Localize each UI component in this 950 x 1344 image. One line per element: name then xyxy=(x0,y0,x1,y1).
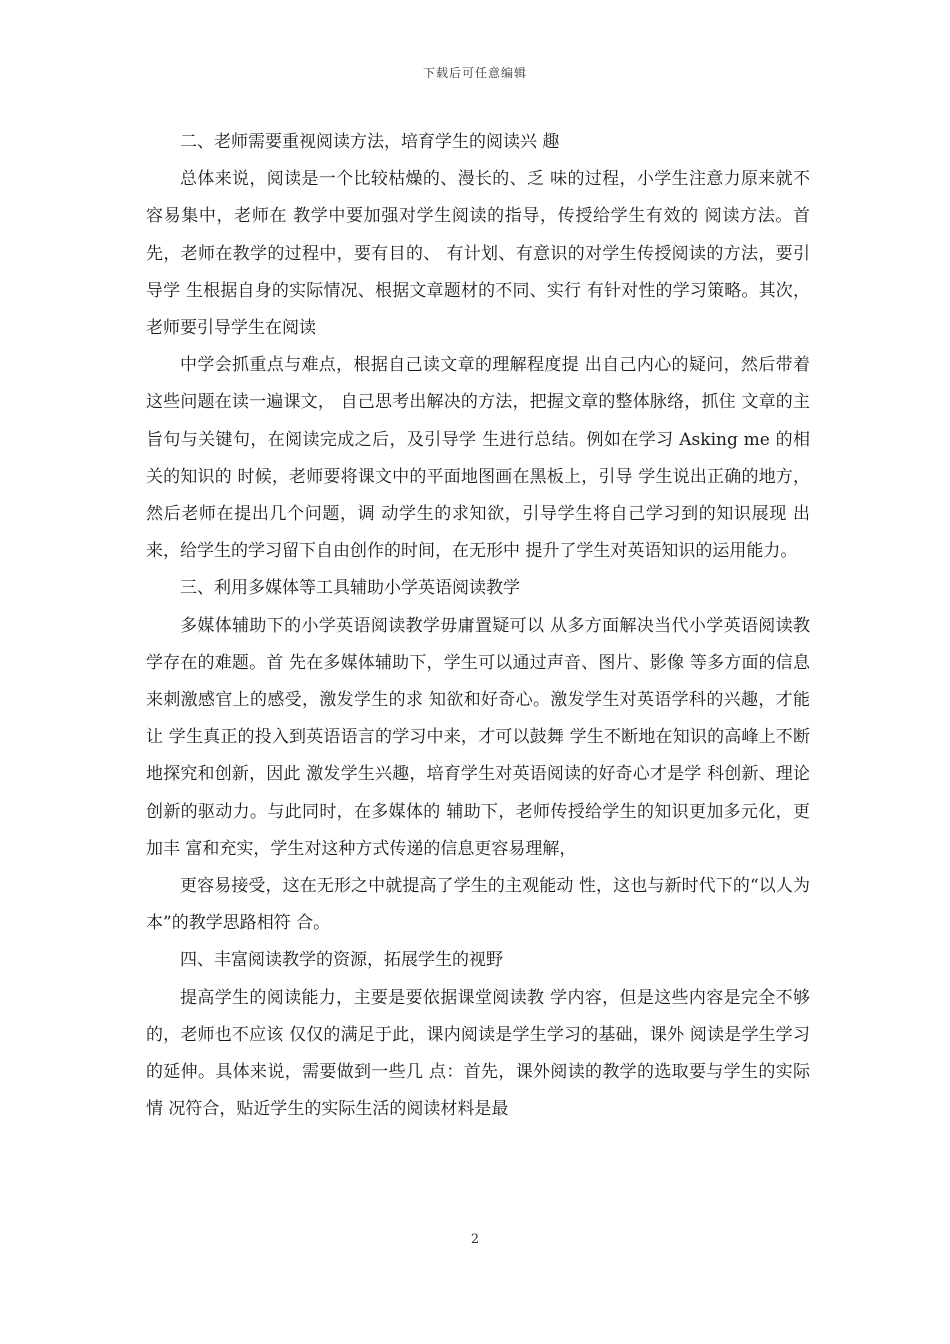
paragraph: 多媒体辅助下的小学英语阅读教学毋庸置疑可以 从多方面解决当代小学英语阅读教学存在的难题。首 先在多媒体辅助下，学生可以通过声音、图片、影像 等多方面的信息来刺激感官上的感受，激发学生的求 知欲和好奇心。激发学生对英语学科的兴趣，才能让 学生真正的投入到英语语言的学习中来，才可以鼓舞 学生不断地在知识的高峰上不断地探究和创新，因此 激发学生兴趣，培育学生对英语阅读的好奇心才是学 科创新、理论创新的驱动力。与此同时，在多媒体的 辅助下，老师传授给学生的知识更加多元化，更加丰 富和充实，学生对这种方式传递的信息更容易理解， xyxy=(146,615,810,859)
paragraph: 提高学生的阅读能力，主要是要依据课堂阅读教 学内容，但是这些内容是完全不够的，老师也不应该 仅仅的满足于此，课内阅读是学生学习的基础，课外 阅读是学生学习的延伸。具体来说，需要做到一些几 点：首先，课外阅读的教学的选取要与学生的实际情 况符合，贴近学生的实际生活的阅读材料是最 xyxy=(146,987,810,1120)
document-body xyxy=(146,124,810,1128)
page-number: 2 xyxy=(470,1232,480,1247)
paragraph: 总体来说，阅读是一个比较枯燥的、漫长的、乏 味的过程，小学生注意力原来就不容易集中，老师在 教学中要加强对学生阅读的指导，传授给学生有效的 阅读方法。首先，老师在教学的过程中，要有目的、 有计划、有意识的对学生传授阅读的方法，要引导学 生根据自身的实际情况、根据文章题材的不同、实行 有针对性的学习策略。其次，老师要引导学生在阅读 xyxy=(146,169,810,339)
paragraph: 更容易接受，这在无形之中就提高了学生的主观能动 性，这也与新时代下的“以人为本”的教学思路相符 合。 xyxy=(146,876,810,934)
section-heading-2: 二、老师需要重视阅读方法，培育学生的阅读兴 趣 xyxy=(180,132,560,152)
section-heading-4: 四、丰富阅读教学的资源，拓展学生的视野 xyxy=(180,950,503,971)
section-heading-3: 三、利用多媒体等工具辅助小学英语阅读教学 xyxy=(180,578,520,599)
paragraph: 中学会抓重点与难点，根据自己读文章的理解程度提 出自己内心的疑问，然后带着这些问题在读一遍课文， 自己思考出解决的方法，把握文章的整体脉络，抓住 文章的主旨句与关键句，在阅读完成之后，及引导学 生进行总结。例如在学习 Asking me 的相关的知识的 时候，老师要将课文中的平面地图画在黑板上，引导 学生说出正确的地方，然后老师在提出几个问题，调 动学生的求知欲，引导学生将自己学习到的知识展现 出来，给学生的学习留下自由创作的时间，在无形中 提升了学生对英语知识的运用能力。 xyxy=(146,355,810,562)
page-header: 下载后可任意编辑 xyxy=(422,66,527,80)
